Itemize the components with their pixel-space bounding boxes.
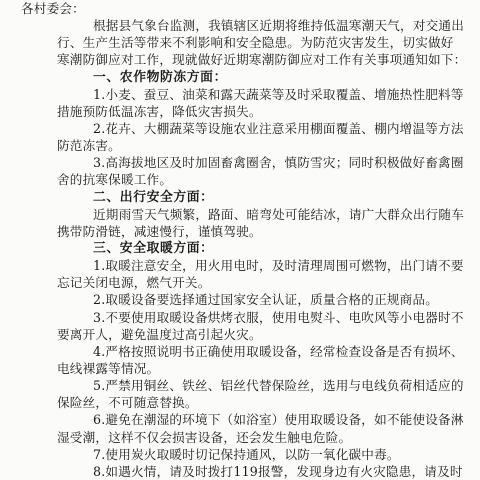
travel-para-line-1: 近期雨雪天气频繁，路面、暗弯处可能结冰，请广大群众出行随车 — [93, 206, 465, 222]
heating-item-4-line-1: 4.严格按照说明书正确使用取暖设备，经常检查设备是否有损坏、 — [93, 343, 464, 359]
crops-item-1-line-2: 措施预防低温冻害，降低灾害损失。 — [57, 103, 262, 119]
heating-item-4-line-2: 电线裸露等情况。 — [57, 361, 160, 376]
heating-item-2: 2.取暖设备要选择通过国家安全认证，质量合格的正规商品。 — [93, 292, 439, 308]
heating-item-5-line-2: 保险丝，不可随意替换。 — [57, 395, 198, 411]
crops-item-3-line-1: 3.高海拔地区及时加固畜禽圈舍，慎防雪灾；同时积极做好畜禽圈 — [93, 155, 464, 171]
heating-item-5-line-1: 5.严禁用铜丝、铁丝、铝丝代替保险丝，选用与电线负荷相适应的 — [93, 378, 464, 394]
section-heading-travel: 二、出行安全方面： — [93, 189, 214, 205]
heating-item-1-line-2: 忘记关闭电源，燃气开关。 — [57, 275, 211, 291]
crops-item-2-line-1: 2.花卉、大棚蔬菜等设施农业注意采用棚面覆盖、棚内增温等方法 — [93, 121, 464, 136]
heating-item-8-line-1: 8.如遇火情，请及时拨打119报警，发现身边有火灾隐患，请及时 — [93, 463, 463, 479]
section-heading-crops: 一、农作物防冻方面： — [93, 69, 227, 85]
travel-para-line-2: 携带防滑链，减速慢行，谨慎驾驶。 — [57, 223, 262, 239]
heating-item-6-line-2: 湿受潮，这样不仅会损害设备，还会发生触电危险。 — [57, 429, 352, 445]
intro-line-1: 根据县气象台监测，我镇辖区近期将维持低温寒潮天气，对交通出 — [93, 18, 465, 34]
heating-item-7: 7.使用炭火取暖时切记保持通风，以防一氧化碳中毒。 — [93, 446, 400, 462]
intro-line-2: 行、生产生活等带来不利影响和安全隐患。为防范灾害发生，切实做好 — [57, 35, 454, 51]
heating-item-3-line-1: 3.不要使用取暖设备烘烤衣服，使用电熨斗、电吹风等小电器时不 — [93, 309, 464, 325]
heating-item-6-line-1: 6.避免在潮湿的环境下（如浴室）使用取暖设备，如不能使设备淋 — [93, 412, 464, 428]
section-heading-heating: 三、安全取暖方面： — [93, 241, 214, 256]
salutation: 各村委会： — [21, 1, 85, 16]
intro-line-3: 寒潮防御应对工作，现就做好近期寒潮防御应对工作有关事项通知如下： — [57, 52, 467, 68]
crops-item-3-line-2: 舍的抗寒保暖工作。 — [57, 172, 173, 188]
crops-item-2-line-2: 防范冻害。 — [57, 138, 121, 154]
heating-item-3-line-2: 要离开人，避免温度过高引起火灾。 — [57, 326, 262, 342]
crops-item-1-line-1: 1.小麦、蚕豆、油菜和露天蔬菜等及时采取覆盖、增施热性肥料等 — [93, 86, 464, 102]
heating-item-1-line-1: 1.取暖注意安全，用火用电时，及时清理周围可燃物，出门请不要 — [93, 258, 464, 274]
